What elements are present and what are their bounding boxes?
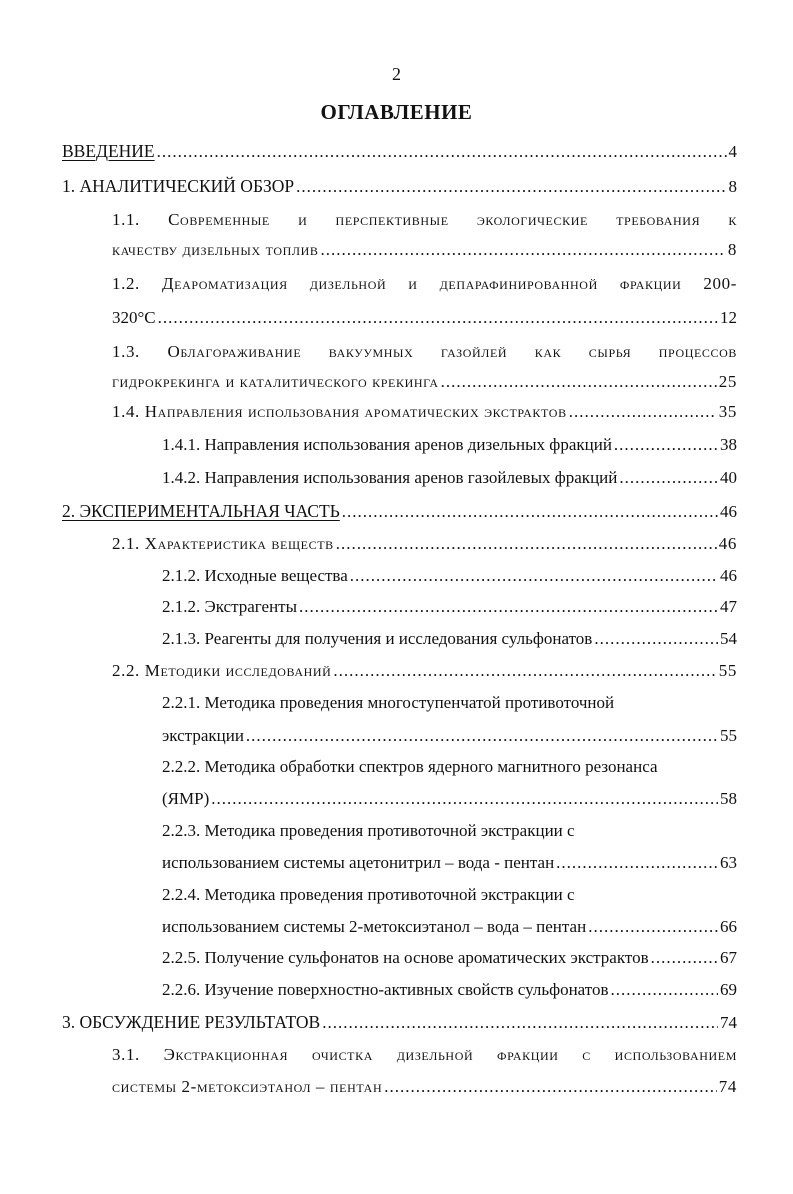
toc-entry-title: 2.2.4. Методика проведения противоточной экстракции с	[162, 885, 575, 904]
toc-page-number: 74	[718, 1077, 737, 1096]
toc-entry-2-2-4-line1[interactable]	[162, 883, 737, 907]
toc-entry-title: 2.1. Характеристика веществ	[112, 534, 334, 553]
toc-page-number: 58	[720, 789, 737, 808]
toc-entry-title: 1. АНАЛИТИЧЕСКИЙ ОБЗОР	[62, 176, 295, 196]
toc-entry-1-4-1[interactable]	[162, 433, 737, 457]
page-title: ОГЛАВЛЕНИЕ	[320, 100, 473, 124]
toc-page-number: 46	[718, 534, 737, 553]
toc-entry-title: 2.2. Методики исследований	[112, 661, 332, 680]
toc-entry-title: 1.4.1. Направления использования аренов дизельных фракций	[162, 435, 612, 454]
dot-leader	[336, 532, 717, 556]
toc-page-number: 63	[720, 853, 737, 872]
toc-page-number: 69	[720, 980, 737, 999]
toc-page-number: 55	[720, 726, 737, 745]
toc-entry-title: экстракции	[162, 726, 244, 745]
toc-page-number: 46	[720, 502, 737, 521]
dot-leader	[594, 627, 718, 651]
toc-entry-2-2-2-line1[interactable]	[162, 755, 737, 779]
toc-entry-3-1[interactable]	[112, 1075, 737, 1099]
toc-page-number: 54	[720, 629, 737, 648]
toc-entry-1-3[interactable]	[112, 370, 737, 394]
toc-entry-title: использованием системы 2-метоксиэтанол – вода – пентан	[162, 917, 587, 936]
toc-entry-2-2-1[interactable]	[162, 724, 737, 748]
toc-entry-title: гидрокрекинга и каталитического крекинга	[112, 372, 439, 391]
dot-leader	[350, 564, 718, 588]
toc-page-number: 25	[718, 372, 737, 391]
toc-entry-2-2-3-line1[interactable]	[162, 819, 737, 843]
dot-leader	[211, 787, 718, 811]
toc-entry-2-2-3[interactable]	[162, 851, 737, 875]
toc-entry-3-1-line1[interactable]: 3.1. Экстракционная очистка дизельной фракции с использованием	[112, 1045, 737, 1064]
toc-page-number: 4	[728, 142, 737, 161]
toc-entry-title: 2. ЭКСПЕРИМЕНТАЛЬНАЯ ЧАСТЬ	[62, 501, 340, 521]
toc-page-number: 8	[728, 177, 737, 196]
toc-entry-title: 2.2.6. Изучение поверхностно-активных свойств сульфонатов	[162, 980, 609, 999]
toc-page-number: 12	[720, 308, 737, 327]
toc-entry-2-2-2[interactable]	[162, 787, 737, 811]
toc-page-number: 47	[720, 597, 737, 616]
dot-leader	[246, 724, 718, 748]
dot-leader	[321, 238, 726, 262]
toc-entry-1-4-2[interactable]	[162, 466, 737, 490]
toc-entry-section-2[interactable]	[62, 499, 737, 523]
toc-page-number: 40	[720, 468, 737, 487]
toc-entry-2-2-1-line1[interactable]	[162, 691, 737, 715]
toc-entry-1-3-line1[interactable]: 1.3. Облагораживание вакуумных газойлей как сырья процессов	[112, 342, 737, 361]
toc-entry-title: 2.2.3. Методика проведения противоточной экстракции с	[162, 821, 575, 840]
toc-entry-title: 2.2.5. Получение сульфонатов на основе ароматических экстрактов	[162, 948, 649, 967]
toc-entry-1-2-line1[interactable]: 1.2. Деароматизация дизельной и депарафинированной фракции 200-	[112, 274, 737, 293]
toc-page-number: 8	[727, 240, 737, 259]
dot-leader	[569, 400, 717, 424]
dot-leader	[611, 978, 718, 1002]
dot-leader	[333, 659, 716, 683]
toc-entry-1-1-line1[interactable]: 1.1. Современные и перспективные экологические требования к	[112, 210, 737, 229]
dot-leader	[322, 1011, 718, 1034]
toc-entry-2-2[interactable]	[112, 659, 737, 683]
toc-page-number: 66	[720, 917, 737, 936]
dot-leader	[556, 851, 718, 875]
toc-page-number: 35	[718, 402, 737, 421]
dot-leader	[651, 946, 718, 970]
toc-page-number: 46	[720, 566, 737, 585]
toc-entry-2-1-3[interactable]	[162, 627, 737, 651]
toc-entry-title: 2.2.2. Методика обработки спектров ядерного магнитного резонанса	[162, 757, 658, 776]
dot-leader	[588, 915, 718, 939]
toc-page-number: 74	[720, 1013, 737, 1032]
toc-entry-title: 2.2.1. Методика проведения многоступенчатой противоточной	[162, 693, 615, 712]
toc-entry-title: ВВЕДЕНИЕ	[62, 141, 155, 161]
toc-entry-2-2-4[interactable]	[162, 915, 737, 939]
toc-entry-2-1-2a[interactable]	[162, 564, 737, 588]
toc-entry-2-2-6[interactable]	[162, 978, 737, 1002]
dot-leader	[158, 306, 718, 330]
dot-leader	[441, 370, 717, 394]
dot-leader	[342, 500, 718, 523]
toc-entry-title: использованием системы ацетонитрил – вода - пентан	[162, 853, 555, 872]
dot-leader	[614, 433, 718, 457]
toc-entry-1-2[interactable]	[112, 306, 737, 330]
toc-page-number: 55	[718, 661, 737, 680]
toc-entry-title: 2.1.2. Экстрагенты	[162, 597, 298, 616]
dot-leader	[619, 466, 718, 490]
toc-entry-section-1[interactable]	[62, 174, 737, 198]
toc-page-number: 67	[720, 948, 737, 967]
dot-leader	[299, 595, 718, 619]
toc-entry-section-3[interactable]	[62, 1010, 737, 1034]
toc-entry-title: 320°С	[112, 308, 156, 327]
toc-page-number: 38	[720, 435, 737, 454]
dot-leader	[384, 1075, 717, 1099]
toc-entry-title: 3. ОБСУЖДЕНИЕ РЕЗУЛЬТАТОВ	[62, 1012, 321, 1032]
page-number: 2	[392, 64, 401, 84]
toc-entry-2-2-5[interactable]	[162, 946, 737, 970]
toc-entry-intro[interactable]	[62, 139, 737, 163]
toc-entry-1-4[interactable]	[112, 400, 737, 424]
toc-entry-title: (ЯМР)	[162, 789, 210, 808]
dot-leader	[157, 140, 727, 163]
toc-entry-title: 1.4. Направления использования ароматических экстрактов	[112, 402, 567, 421]
toc-entry-title: 2.1.2. Исходные вещества	[162, 566, 348, 585]
toc-entry-title: качеству дизельных топлив	[112, 240, 319, 259]
toc-entry-title: 1.4.2. Направления использования аренов газойлевых фракций	[162, 468, 618, 487]
toc-entry-1-1[interactable]	[112, 238, 737, 262]
toc-entry-2-1[interactable]	[112, 532, 737, 556]
toc-entry-2-1-2b[interactable]	[162, 595, 737, 619]
toc-entry-title: системы 2-метоксиэтанол – пентан	[112, 1077, 383, 1096]
dot-leader	[296, 175, 726, 198]
toc-entry-title: 2.1.3. Реагенты для получения и исследования сульфонатов	[162, 629, 593, 648]
